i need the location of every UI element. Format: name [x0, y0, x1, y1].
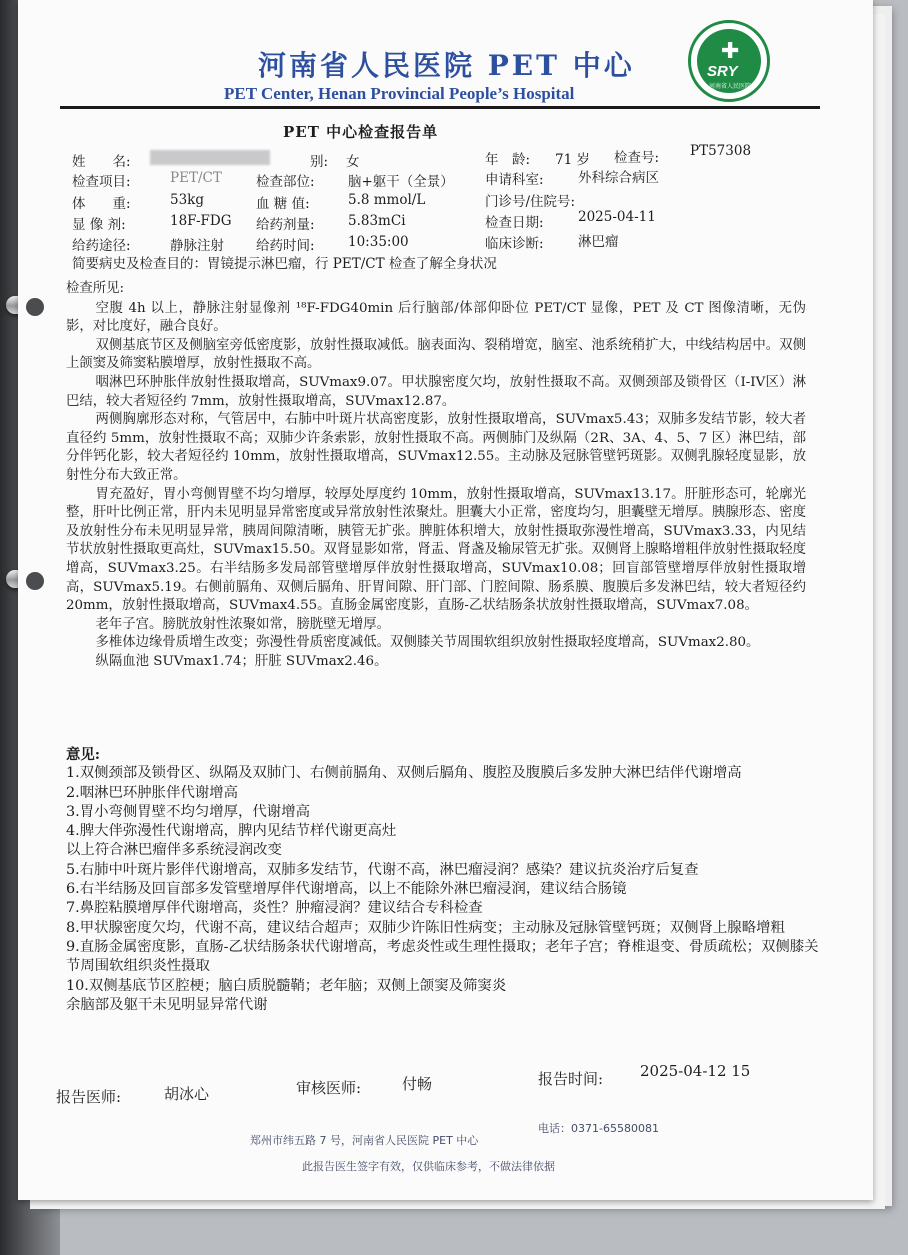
item-label: 检查项目: — [72, 174, 131, 190]
weight-value: 53kg — [170, 192, 205, 208]
findings-paragraph: 两侧胸廓形态对称，气管居中，右肺中叶斑片状高密度影，放射性摄取增高，SUVmax5.43；双肺多发结节影，较大者直径约 5mm，放射性摄取不高；双肺少许条索影，放射性摄取不高。两侧肺门及纵隔（2R、3A、4、5、7 区）淋巴结，部分伴钙化影，较大者短径约 10mm，放射性摄取增高，SUVmax12.55。主动脉及冠脉管壁钙斑影。双侧乳腺轻度显影，放射性分布大致正常。 — [66, 412, 806, 483]
age-value: 71 岁 — [555, 152, 590, 168]
footer-phone: 电话：0371-65580081 — [538, 1122, 659, 1135]
site-label: 检查部位: — [256, 174, 315, 190]
hospital-logo-icon — [688, 20, 770, 102]
hospital-title: 河南省人民医院 PET 中心 — [258, 49, 635, 82]
name-label: 姓 名: — [72, 154, 131, 170]
form-title: PET 中心检查报告单 — [283, 123, 439, 141]
opinion-line: 6.右半结肠及回盲部多发管壁增厚伴代谢增高，以上不能除外淋巴瘤浸润，建议结合肠镜 — [66, 881, 627, 898]
agent-value: 18F-FDG — [170, 213, 232, 229]
review-doctor-value: 付畅 — [402, 1075, 433, 1093]
glucose-value: 5.8 mmol/L — [348, 192, 426, 208]
opinion-line: 余脑部及躯干未见明显异常代谢 — [66, 996, 268, 1013]
report-doctor-value: 胡冰心 — [164, 1085, 210, 1103]
findings-label: 检查所见: — [66, 281, 125, 296]
findings-paragraph: 咽淋巴环肿胀伴放射性摄取增高，SUVmax9.07。甲状腺密度欠均，放射性摄取不高。双侧颈部及锁骨区（I-IV区）淋巴结，较大者短径约 7mm，放射性摄取增高，SUVmax12.87。 — [66, 374, 806, 409]
opinion-line: 1.双侧颈部及锁骨区、纵隔及双肺门、右侧前膈角、双侧后膈角、腹腔及腹膜后多发肿大淋巴结伴代谢增高 — [66, 765, 742, 782]
opinion-label: 意见: — [66, 746, 101, 763]
header-divider — [60, 106, 820, 109]
glucose-label: 血 糖 值: — [256, 196, 310, 212]
diag-value: 淋巴瘤 — [578, 234, 619, 250]
history-text: 简要病史及检查目的：胃镜提示淋巴瘤，行 PET/CT 检查了解全身状况 — [72, 256, 497, 272]
footer-note: 此报告医生签字有效，仅供临床参考，不做法律依据 — [302, 1160, 555, 1173]
punch-hole — [26, 572, 44, 590]
opinion-line: 7.鼻腔粘膜增厚伴代谢增高，炎性？肿瘤浸润？建议结合专科检查 — [66, 900, 483, 917]
findings-paragraph: 胃充盈好，胃小弯侧胃壁不均匀增厚，较厚处厚度约 10mm，放射性摄取增高，SUVmax13.17。肝脏形态可，轮廓光整，肝叶比例正常，肝内未见明显异常密度或异常放射性浓聚灶。胆囊大小正常，密度均匀，胆囊壁无增厚。胰腺形态、密度及放射性分布未见明显异常，胰周间隙清晰，胰管无扩张。脾脏体积增大，放射性摄取弥漫性增高，SUVmax3.33，内见结节状放射性摄取更高灶，SUVmax15.50。双肾显影如常，肾盂、肾盏及输尿管无扩张。双侧肾上腺略增粗伴放射性摄取轻度增高，SUVmax3.25。右半结肠多发局部管壁增厚伴放射性摄取增高，SUVmax10.08；回盲部管壁增厚伴放射性摄取增高，SUVmax5.19。右侧前膈角、双侧后膈角、肝胃间隙、肝门部、门腔间隙、肠系膜、腹膜后多发淋巴结，较大者短径约 20mm，放射性摄取增高，SUVmax4.55。直肠金属密度影，直肠-乙状结肠条状放射性摄取增高，SUVmax7.08。 — [66, 486, 806, 614]
date-value: 2025-04-11 — [578, 209, 656, 225]
dose-value: 5.83mCi — [348, 213, 406, 229]
age-label: 年 龄: — [485, 152, 531, 168]
logo-text: SRY — [707, 63, 738, 80]
sex-label: 别: — [310, 154, 329, 170]
diag-label: 临床诊断: — [485, 236, 544, 252]
report-doctor-label: 报告医师: — [56, 1088, 122, 1106]
exam-no-label: 检查号: — [614, 150, 660, 166]
findings-paragraph: 多椎体边缘骨质增生改变；弥漫性骨质密度减低。双侧膝关节周围软组织放射性摄取轻度增高，SUVmax2.80。 — [95, 635, 760, 651]
route-label: 给药途径: — [72, 238, 131, 254]
clinic-label: 门诊号/住院号: — [485, 194, 576, 210]
opinion-line: 10.双侧基底节区腔梗；脑白质脱髓鞘；老年脑；双侧上颌窦及筛窦炎 — [66, 977, 507, 994]
route-value: 静脉注射 — [170, 238, 224, 254]
item-value: PET/CT — [170, 170, 222, 186]
dept-value: 外科综合病区 — [578, 170, 659, 186]
footer-address: 郑州市纬五路 7 号，河南省人民医院 PET 中心 — [250, 1134, 479, 1147]
logo-subtext: 河南省人民医院 — [708, 83, 751, 90]
opinion-line: 5.右肺中叶斑片影伴代谢增高，双肺多发结节，代谢不高，淋巴瘤浸润？感染？建议抗炎治疗后复查 — [66, 861, 699, 878]
opinion-section — [66, 745, 826, 1015]
report-time-value: 2025-04-12 15 — [640, 1062, 751, 1080]
dose-label: 给药剂量: — [256, 217, 315, 233]
punch-hole — [26, 298, 44, 316]
cross-icon: ✚ — [721, 39, 740, 64]
sex-value: 女 — [346, 154, 360, 170]
name-redaction — [150, 150, 270, 165]
findings-paragraph: 老年子宫。膀胱放射性浓聚如常，膀胱壁无增厚。 — [95, 616, 391, 632]
date-label: 检查日期: — [485, 215, 544, 231]
report-time-label: 报告时间: — [538, 1070, 604, 1088]
time-label: 给药时间: — [256, 238, 315, 254]
findings-paragraph: 双侧基底节区及侧脑室旁低密度影，放射性摄取减低。脑表面沟、裂稍增宽，脑室、池系统稍扩大，中线结构居中。双侧上颌窦及筛窦粘膜增厚，放射性摄取不高。 — [66, 337, 806, 372]
opinion-line: 3.胃小弯侧胃壁不均匀增厚，代谢增高 — [66, 803, 310, 820]
site-value: 脑+躯干（全景） — [348, 174, 454, 190]
opinion-line: 4.脾大伴弥漫性代谢增高，脾内见结节样代谢更高灶 — [66, 823, 397, 840]
opinion-line: 以上符合淋巴瘤伴多系统浸润改变 — [66, 842, 282, 859]
opinion-line: 2.咽淋巴环肿胀伴代谢增高 — [66, 784, 239, 801]
agent-label: 显 像 剂: — [72, 217, 126, 233]
hospital-title-english: PET Center, Henan Provincial People’s Hospital — [224, 84, 575, 103]
opinion-line: 8.甲状腺密度欠均，代谢不高，建议结合超声；双肺少许陈旧性病变；主动脉及冠脉管壁钙斑；双侧肾上腺略增粗 — [66, 919, 785, 936]
exam-no-value: PT57308 — [690, 143, 752, 159]
weight-label: 体 重: — [72, 196, 131, 212]
findings-paragraph: 纵隔血池 SUVmax1.74；肝脏 SUVmax2.46。 — [95, 653, 388, 669]
time-value: 10:35:00 — [348, 234, 409, 250]
findings-section — [66, 280, 806, 671]
review-doctor-label: 审核医师: — [296, 1079, 362, 1097]
findings-paragraph: 空腹 4h 以上，静脉注射显像剂 ¹⁸F-FDG40min 后行脑部/体部仰卧位 PET/CT 显像，PET 及 CT 图像清晰，无伪影，对比度好，融合良好。 — [66, 300, 806, 335]
dept-label: 申请科室: — [485, 172, 544, 188]
opinion-line: 9.直肠金属密度影，直肠-乙状结肠条状代谢增高，考虑炎性或生理性摄取；老年子宫；脊椎退变、骨质疏松；双侧膝关节周围软组织炎性摄取 — [66, 938, 819, 975]
